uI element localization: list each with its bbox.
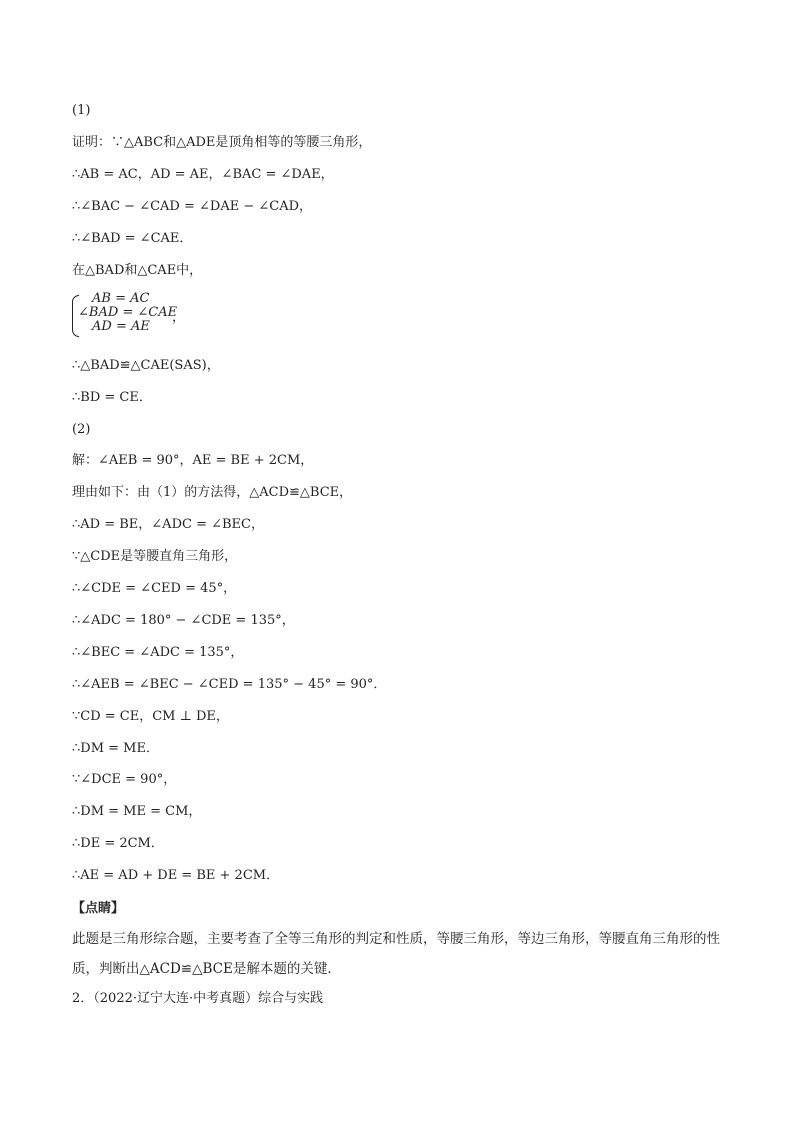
system-row-3: AD = AE bbox=[92, 319, 150, 334]
next-question-title: 2．（2022·辽宁大连·中考真题）综合与实践 bbox=[72, 991, 324, 1006]
proof-line-4: ∴∠BAD = ∠CAE． bbox=[72, 231, 193, 246]
system-row-1: AB = AC bbox=[92, 291, 150, 306]
comment-heading: 【点睛】 bbox=[72, 901, 125, 916]
solution-line-1: 解：∠AEB = 90°，AE = BE + 2CM， bbox=[72, 453, 314, 468]
part1-label: (1) bbox=[72, 103, 91, 118]
solution-line-3: ∴AD = BE，∠ADC = ∠BEC， bbox=[72, 517, 264, 532]
solution-line-10: ∴DM = ME． bbox=[72, 741, 159, 756]
proof-line-1: 证明：∵△ABC和△ADE是顶角相等的等腰三角形， bbox=[72, 135, 372, 150]
comment-paragraph: 此题是三角形综合题，主要考查了全等三角形的判定和性质，等腰三角形，等边三角形，等腰直角三角形的性质，判断出△ACD≌△BCE是解本题的关键． bbox=[72, 931, 720, 977]
proof-conclusion: ∴BD = CE． bbox=[72, 390, 152, 405]
solution-line-14: ∴AE = AD + DE = BE + 2CM． bbox=[72, 868, 280, 883]
proof-line-2: ∴AB = AC，AD = AE，∠BAC = ∠DAE， bbox=[72, 167, 334, 182]
proof-congruence: ∴△BAD≌△CAE(SAS)， bbox=[72, 358, 220, 373]
proof-line-5: 在△BAD和△CAE中， bbox=[72, 263, 203, 278]
proof-line-3: ∴∠BAC − ∠CAD = ∠DAE − ∠CAD， bbox=[72, 199, 313, 214]
solution-line-5: ∴∠CDE = ∠CED = 45°， bbox=[72, 581, 237, 596]
solution-line-7: ∴∠BEC = ∠ADC = 135°， bbox=[72, 645, 244, 660]
part2-label: (2) bbox=[72, 422, 91, 437]
solution-line-6: ∴∠ADC = 180° − ∠CDE = 135°， bbox=[72, 613, 295, 628]
solution-line-4: ∵△CDE是等腰直角三角形， bbox=[72, 549, 238, 564]
system-row-2: ∠BAD = ∠CAE bbox=[78, 305, 178, 320]
solution-line-2: 理由如下：由（1）的方法得，△ACD≌△BCE， bbox=[72, 485, 353, 500]
solution-line-13: ∴DE = 2CM． bbox=[72, 836, 164, 851]
solution-line-12: ∴DM = ME = CM， bbox=[72, 804, 202, 819]
solution-line-11: ∵∠DCE = 90°， bbox=[72, 772, 177, 787]
solution-line-8: ∴∠AEB = ∠BEC − ∠CED = 135° − 45° = 90°． bbox=[72, 677, 387, 692]
system-suffix: ， bbox=[172, 310, 186, 325]
solution-line-9: ∵CD = CE，CM ⊥ DE， bbox=[72, 709, 229, 724]
